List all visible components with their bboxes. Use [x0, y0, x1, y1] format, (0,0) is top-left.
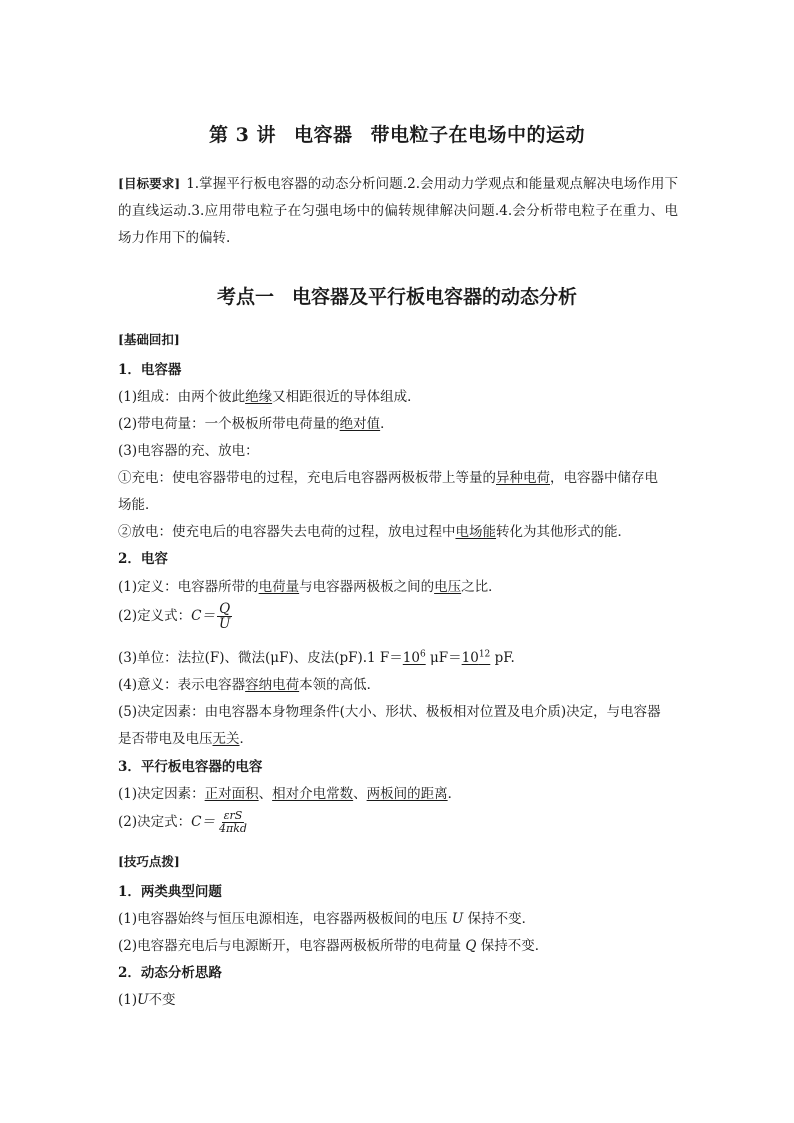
text: ． [239, 731, 253, 747]
text: (3)单位：法拉(F)、微法(μF)、皮法(pF).1 F＝ [118, 650, 403, 666]
formula-lhs: C＝ [191, 608, 215, 624]
blank-answer: 绝对值 [339, 416, 381, 432]
text: 是否带电及电压 [118, 731, 213, 747]
line-charging [118, 466, 678, 486]
text: 10 [402, 650, 420, 666]
section-number: 考点一 [216, 286, 274, 308]
text: (1)组成：由两个彼此 [118, 389, 246, 405]
blank-answer [403, 650, 426, 666]
text: 保持不变． [463, 911, 536, 927]
formula-numerator: Q [219, 601, 231, 617]
blank-answer: 电场能 [455, 524, 496, 540]
text: (2)电容器充电后与电源断开，电容器两极板所带的电荷量 [118, 938, 466, 954]
text: (4)意义：表示电容器 [118, 677, 246, 693]
text: ． [380, 416, 394, 432]
line-pp-factors [118, 782, 678, 802]
heading-capacitance: 2．电容 [118, 551, 168, 567]
text: pF. [490, 650, 515, 666]
text: ①充电：使电容器带电的过程，充电后电容器两极板带上等量的 [118, 470, 496, 486]
line-charge [118, 412, 678, 432]
heading-two-problems: 1．两类典型问题 [118, 884, 222, 900]
tips-tag: [技巧点拨] [118, 854, 180, 869]
text: 与电容器两极板之间的 [299, 579, 435, 595]
blank-answer: 相对介电常数 [272, 786, 354, 802]
blank-answer: 异种电荷 [496, 470, 550, 486]
exponent: 6 [419, 649, 426, 660]
text: (1)决定因素： [118, 786, 205, 802]
variable: Q [465, 938, 477, 954]
line-charging-cont: 场能． [118, 497, 159, 513]
line-pp-formula [118, 810, 678, 835]
blank-answer: 容纳电荷 [245, 677, 300, 693]
section-topic: 电容器及平行板电容器的动态分析 [292, 286, 578, 308]
text: (2)决定式： [118, 814, 192, 830]
line-units [118, 646, 678, 666]
formula-numerator: εrS [223, 809, 243, 822]
text: 、 [353, 786, 367, 802]
heading-dynamic-analysis: 2．动态分析思路 [118, 965, 222, 981]
line-definition-formula [118, 602, 678, 631]
line-factors: (5)决定因素：由电容器本身物理条件(大小、形状、极板相对位置及电介质)决定，与电容器 [118, 704, 661, 720]
lecture-number: 第 3 讲 [209, 124, 276, 146]
text: 保持不变． [476, 938, 549, 954]
goal-tag: [目标要求] [118, 176, 181, 191]
line-meaning [118, 673, 678, 693]
text: (1)定义：电容器所带的 [118, 579, 259, 595]
text: 、 [258, 786, 273, 802]
blank-answer: 电压 [434, 579, 462, 595]
line-constant-charge [118, 934, 678, 954]
variable: U [137, 992, 149, 1008]
text: 不变 [148, 992, 176, 1008]
heading-parallel-plate: 3．平行板电容器的电容 [118, 759, 263, 775]
line-u-constant [118, 988, 678, 1008]
line-discharging [118, 520, 678, 540]
text: 10 [461, 650, 479, 666]
text: (2)定义式： [118, 608, 192, 624]
blank-answer: 电荷量 [258, 579, 300, 595]
exponent: 12 [478, 649, 491, 660]
blank-answer: 两板间的距离 [366, 786, 448, 802]
heading-capacitor: 1．电容器 [118, 362, 182, 378]
lecture-title [0, 120, 794, 147]
line-factors-cont [118, 727, 678, 747]
goal-requirements [118, 170, 678, 252]
line-constant-voltage [118, 907, 678, 927]
lecture-topic-1: 电容器 [293, 124, 353, 146]
text: (2)带电荷量：一个极板所带电荷量的 [118, 416, 340, 432]
blank-answer [462, 650, 491, 666]
text: 本领的高低． [299, 677, 381, 693]
blank-answer: 无关 [212, 731, 240, 747]
section-title [0, 282, 794, 309]
blank-answer: 绝缘 [245, 389, 273, 405]
text: (1) [118, 992, 138, 1008]
line-definition [118, 575, 678, 595]
text: 之比． [461, 579, 502, 595]
text: ，电容器中储存电 [550, 470, 658, 486]
formula-denominator: 4πkd [218, 822, 247, 835]
blank-answer: 正对面积 [204, 786, 259, 802]
variable: U [451, 911, 464, 927]
goal-text: 1.掌握平行板电容器的动态分析问题.2.会用动力学观点和能量观点解决电场作用下的直线运动.3.应用带电粒子在匀强电场中的偏转规律解决问题.4.会分析带电粒子在重力、电场力作用下的偏转. [118, 176, 678, 246]
line-charge-discharge: (3)电容器的充、放电： [118, 443, 259, 459]
text: (1)电容器始终与恒压电源相连，电容器两极板间的电压 [118, 911, 452, 927]
text: ． [447, 786, 462, 802]
formula-lhs: C＝ [191, 814, 215, 830]
lecture-topic-2: 带电粒子在电场中的运动 [370, 124, 585, 146]
text: 转化为其他形式的能． [496, 524, 631, 540]
text: μF＝ [425, 650, 462, 666]
formula-fraction [217, 602, 232, 631]
text: ②放电：使充电后的电容器失去电荷的过程，放电过程中 [118, 524, 456, 540]
formula-fraction [217, 810, 249, 835]
basics-tag: [基础回扣] [118, 332, 180, 347]
line-composition [118, 385, 678, 405]
text: 又相距很近的导体组成． [272, 389, 421, 405]
formula-denominator: U [218, 616, 231, 632]
